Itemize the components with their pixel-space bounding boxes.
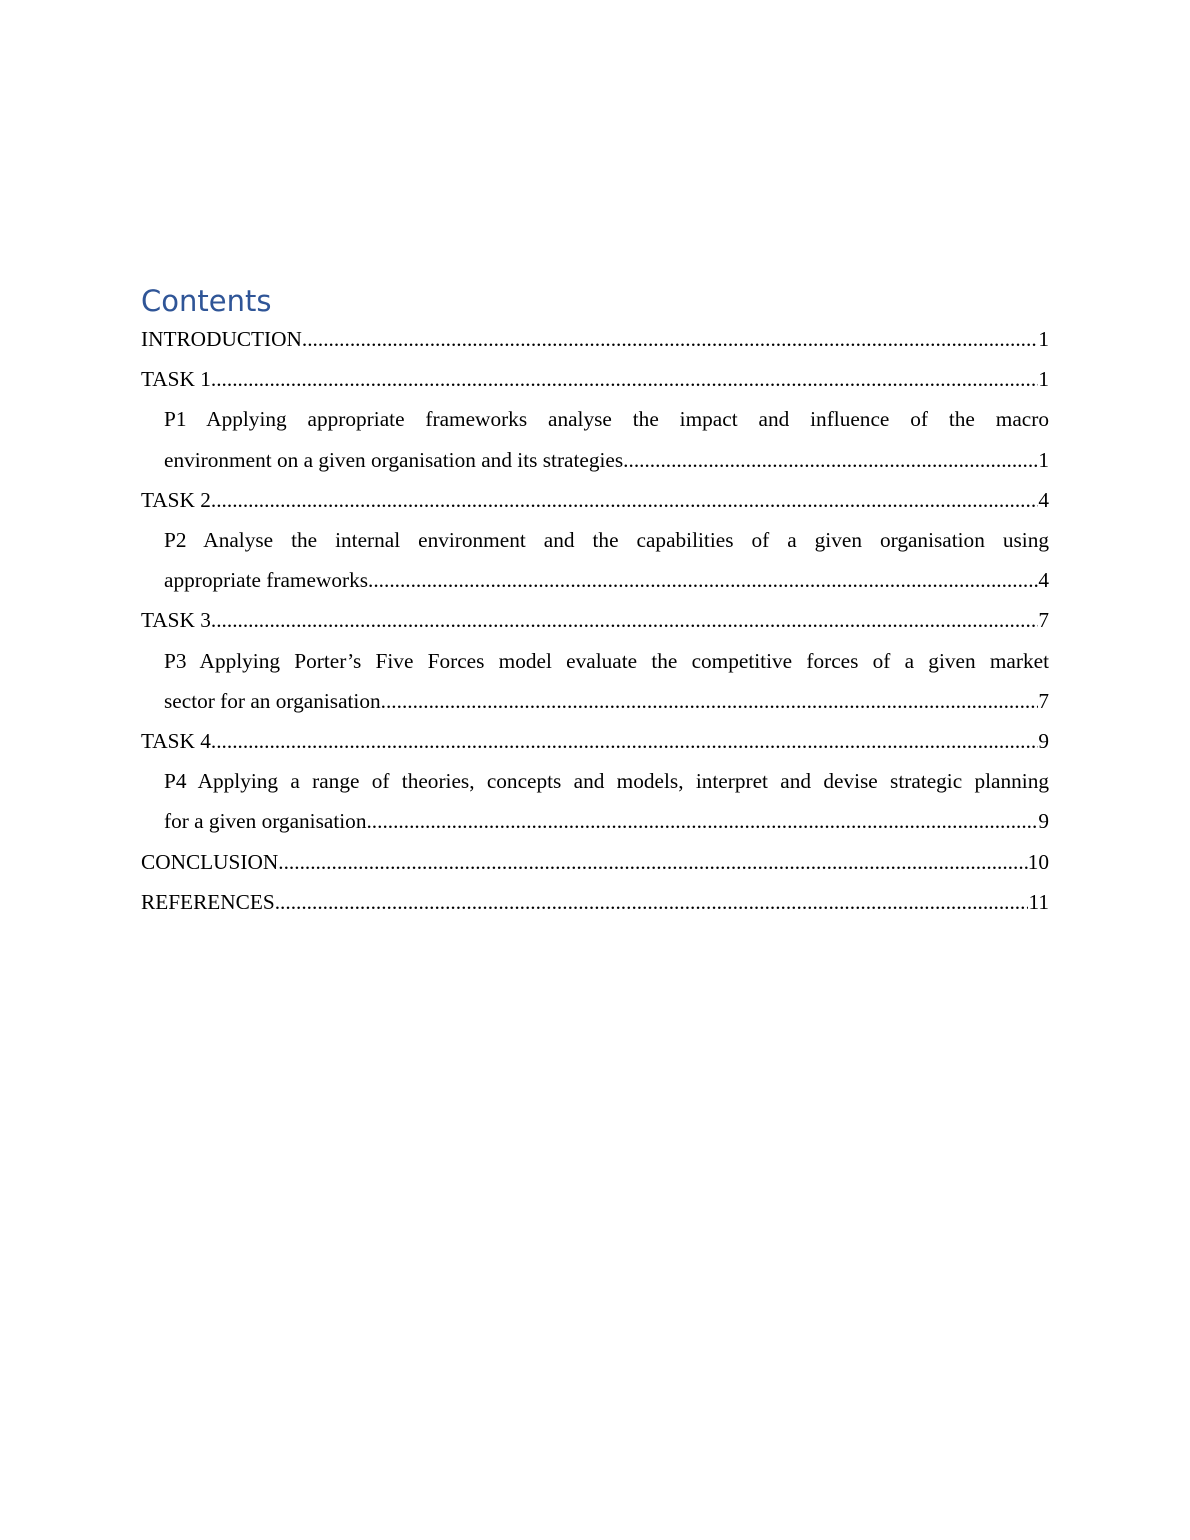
toc-page-number: 1 (1038, 327, 1049, 351)
toc-page-number: 11 (1028, 889, 1049, 914)
toc-entry-task-1[interactable] (141, 359, 1049, 399)
toc-entry-task-4[interactable] (141, 721, 1049, 761)
toc-entry-label: TASK 3 (141, 608, 211, 633)
toc-entry-introduction[interactable] (141, 319, 1049, 359)
dot-leader (302, 319, 1038, 359)
toc-entry-label: environment on a given organisation and its strategies (164, 447, 624, 472)
dot-leader (275, 882, 1029, 922)
dot-leader (211, 480, 1038, 520)
toc-entry-label: TASK 1 (141, 367, 211, 392)
toc-entry-label: CONCLUSION (141, 849, 279, 874)
toc-entry-conclusion[interactable] (141, 842, 1049, 882)
dot-leader (366, 801, 1038, 841)
dot-leader (623, 440, 1038, 480)
toc-entry-label: REFERENCES (141, 889, 275, 914)
toc-page-number: 7 (1038, 688, 1049, 713)
dot-leader (211, 721, 1038, 761)
toc-page-number: 10 (1027, 849, 1049, 874)
toc-page-number: 1 (1038, 367, 1049, 392)
toc-entry-first-line: P3 Applying Porter’s Five Forces model evaluate the competitive forces of a given market (164, 648, 1049, 673)
toc-title: Contents (141, 284, 272, 318)
dot-leader (368, 560, 1038, 600)
toc-entry-first-line: P2 Analyse the internal environment and the capabilities of a given organisation using (164, 528, 1049, 553)
table-of-contents (141, 281, 1049, 922)
toc-entry-label: sector for an organisation (164, 688, 381, 713)
dot-leader (278, 842, 1027, 882)
toc-page-number: 4 (1038, 568, 1049, 593)
toc-entry-first-line: P1 Applying appropriate frameworks analyse the impact and influence of the macro (164, 407, 1049, 432)
toc-entry-p3[interactable] (141, 641, 1049, 721)
toc-entry-label: TASK 4 (141, 729, 211, 754)
toc-entry-task-2[interactable] (141, 480, 1049, 520)
dot-leader (211, 600, 1038, 640)
toc-page-number: 9 (1038, 729, 1049, 754)
toc-page-number: 1 (1038, 447, 1049, 472)
toc-entry-label: INTRODUCTION (141, 327, 302, 351)
toc-page-number: 7 (1038, 608, 1049, 633)
toc-entry-label: TASK 2 (141, 487, 211, 512)
toc-page-number: 9 (1038, 809, 1049, 834)
toc-entry-label: for a given organisation (164, 809, 367, 834)
toc-entry-p2[interactable] (141, 520, 1049, 600)
toc-page-number: 4 (1038, 487, 1049, 512)
toc-entry-task-3[interactable] (141, 600, 1049, 640)
toc-entry-first-line: P4 Applying a range of theories, concepts and models, interpret and devise strategic planning (164, 769, 1049, 794)
toc-entry-references[interactable] (141, 882, 1049, 922)
dot-leader (381, 681, 1039, 721)
toc-entry-p1[interactable] (141, 399, 1049, 479)
toc-entry-p4[interactable] (141, 761, 1049, 841)
dot-leader (211, 359, 1038, 399)
toc-entry-label: appropriate frameworks (164, 568, 369, 593)
